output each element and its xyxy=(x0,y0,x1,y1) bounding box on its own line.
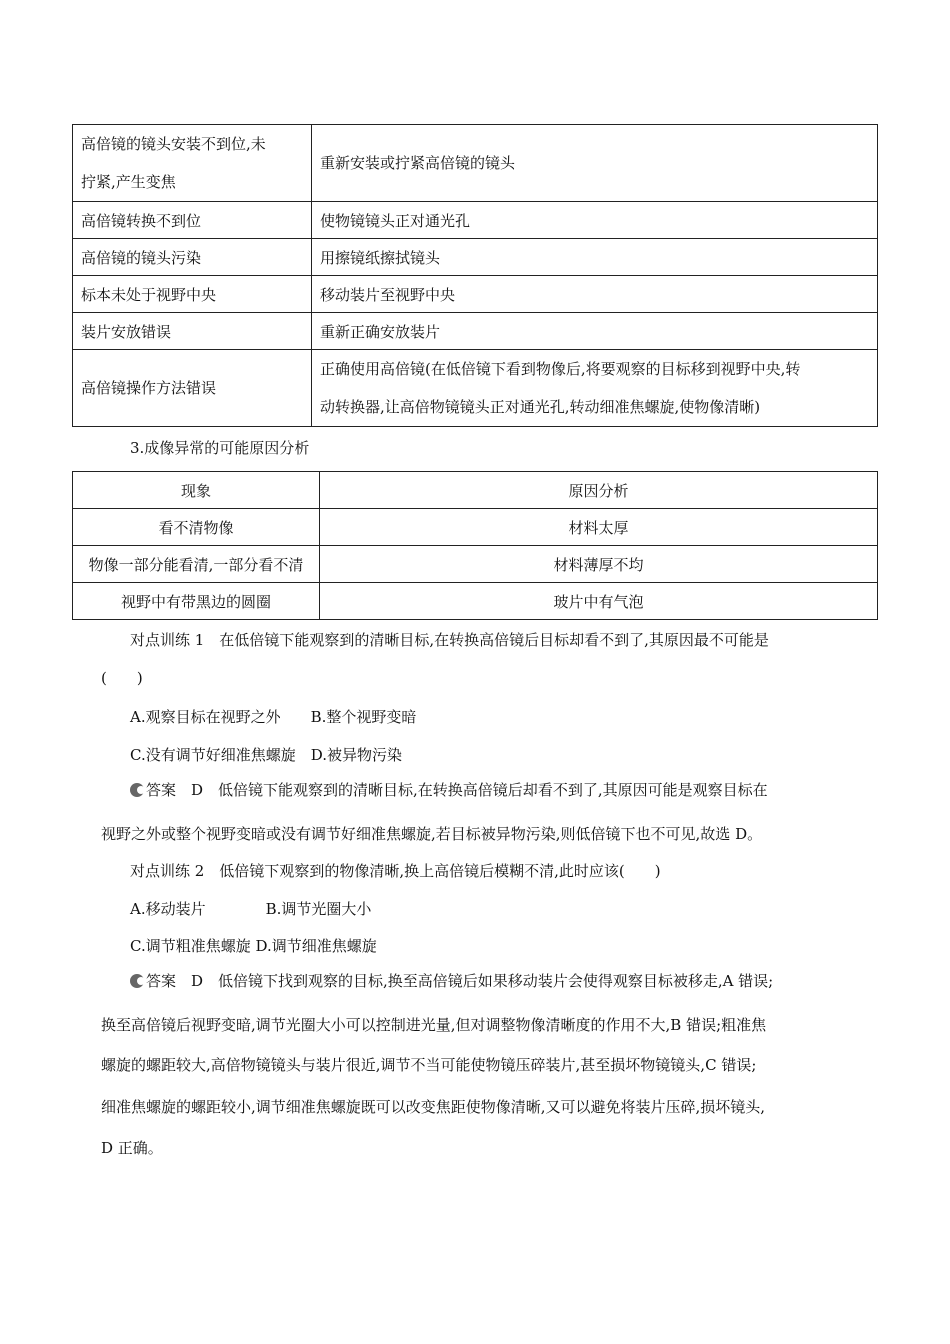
column-header: 现象 xyxy=(73,472,320,509)
imaging-anomaly-table xyxy=(72,471,878,620)
table-cell xyxy=(312,350,878,427)
table-row xyxy=(73,546,878,583)
table-cell xyxy=(73,125,312,202)
table-cell: 材料薄厚不均 xyxy=(320,546,878,583)
answer-icon xyxy=(130,974,144,988)
table-cell: 物像一部分能看清,一部分看不清 xyxy=(73,546,320,583)
table-cell: 高倍镜转换不到位 xyxy=(73,202,312,239)
question-2-answer-cont: 换至高倍镜后视野变暗,调节光圈大小可以控制进光量,但对调整物像清晰度的作用不大,B 错误;粗准焦 xyxy=(101,1016,767,1034)
table-cell: 标本未处于视野中央 xyxy=(73,276,312,313)
table-cell: 重新正确安放装片 xyxy=(312,313,878,350)
cause-text: 高倍镜的镜头安装不到位,未 xyxy=(81,135,266,153)
table-row xyxy=(73,276,878,313)
table-row xyxy=(73,583,878,620)
question-1-paren: ( ) xyxy=(101,669,143,687)
table-row xyxy=(73,313,878,350)
question-2-options-cd: C.调节粗准焦螺旋 D.调节细准焦螺旋 xyxy=(130,937,377,955)
cause-text: 拧紧,产生变焦 xyxy=(81,173,176,191)
question-2-answer-cont: 螺旋的螺距较大,高倍物镜镜头与装片很近,调节不当可能使物镜压碎装片,甚至损坏物镜镜头,C 错误; xyxy=(101,1056,757,1074)
column-header: 原因分析 xyxy=(320,472,878,509)
question-1-stem: 对点训练 1 在低倍镜下能观察到的清晰目标,在转换高倍镜后目标却看不到了,其原因最不可能是 xyxy=(130,631,769,649)
table-cell: 移动装片至视野中央 xyxy=(312,276,878,313)
table-row xyxy=(73,125,878,202)
table-cell: 高倍镜操作方法错误 xyxy=(73,350,312,427)
table-cell: 高倍镜的镜头污染 xyxy=(73,239,312,276)
question-1-options-ab: A.观察目标在视野之外 B.整个视野变暗 xyxy=(130,708,417,726)
table-cell: 材料太厚 xyxy=(320,509,878,546)
table-cell: 玻片中有气泡 xyxy=(320,583,878,620)
answer-icon xyxy=(130,783,144,797)
table-row xyxy=(73,350,878,427)
table-cell xyxy=(312,125,878,202)
table-header-row xyxy=(73,472,878,509)
question-1-answer-cont: 视野之外或整个视野变暗或没有调节好细准焦螺旋,若目标被异物污染,则低倍镜下也不可见,故选 D。 xyxy=(101,825,763,843)
table-row xyxy=(73,509,878,546)
question-2-stem: 对点训练 2 低倍镜下观察到的物像清晰,换上高倍镜后模糊不清,此时应该( ) xyxy=(130,862,661,880)
table-cell: 装片安放错误 xyxy=(73,313,312,350)
fix-text: 动转换器,让高倍物镜镜头正对通光孔,转动细准焦螺旋,使物像清晰) xyxy=(320,398,761,416)
answer-text: D 低倍镜下能观察到的清晰目标,在转换高倍镜后却看不到了,其原因可能是观察目标在 xyxy=(176,781,768,799)
troubleshooting-table xyxy=(72,124,878,427)
section-heading: 3.成像异常的可能原因分析 xyxy=(130,439,310,457)
question-1-answer xyxy=(130,779,768,800)
answer-text: D 低倍镜下找到观察的目标,换至高倍镜后如果移动装片会使得观察目标被移走,A 错误; xyxy=(176,972,774,990)
fix-text: 重新安装或拧紧高倍镜的镜头 xyxy=(320,154,516,172)
table-cell: 用擦镜纸擦拭镜头 xyxy=(312,239,878,276)
question-2-answer xyxy=(130,970,773,991)
question-2-options-ab: A.移动装片 B.调节光圈大小 xyxy=(130,900,372,918)
fix-text: 正确使用高倍镜(在低倍镜下看到物像后,将要观察的目标移到视野中央,转 xyxy=(320,360,801,378)
question-2-answer-cont: D 正确。 xyxy=(101,1139,163,1157)
table-row xyxy=(73,239,878,276)
table-row xyxy=(73,202,878,239)
question-1-options-cd: C.没有调节好细准焦螺旋 D.被异物污染 xyxy=(130,746,402,764)
answer-label: 答案 xyxy=(146,781,177,799)
answer-label: 答案 xyxy=(146,972,177,990)
table-cell: 看不清物像 xyxy=(73,509,320,546)
question-2-answer-cont: 细准焦螺旋的螺距较小,调节细准焦螺旋既可以改变焦距使物像清晰,又可以避免将装片压碎,损坏镜头, xyxy=(101,1098,766,1116)
table-cell: 视野中有带黑边的圆圈 xyxy=(73,583,320,620)
table-cell: 使物镜镜头正对通光孔 xyxy=(312,202,878,239)
